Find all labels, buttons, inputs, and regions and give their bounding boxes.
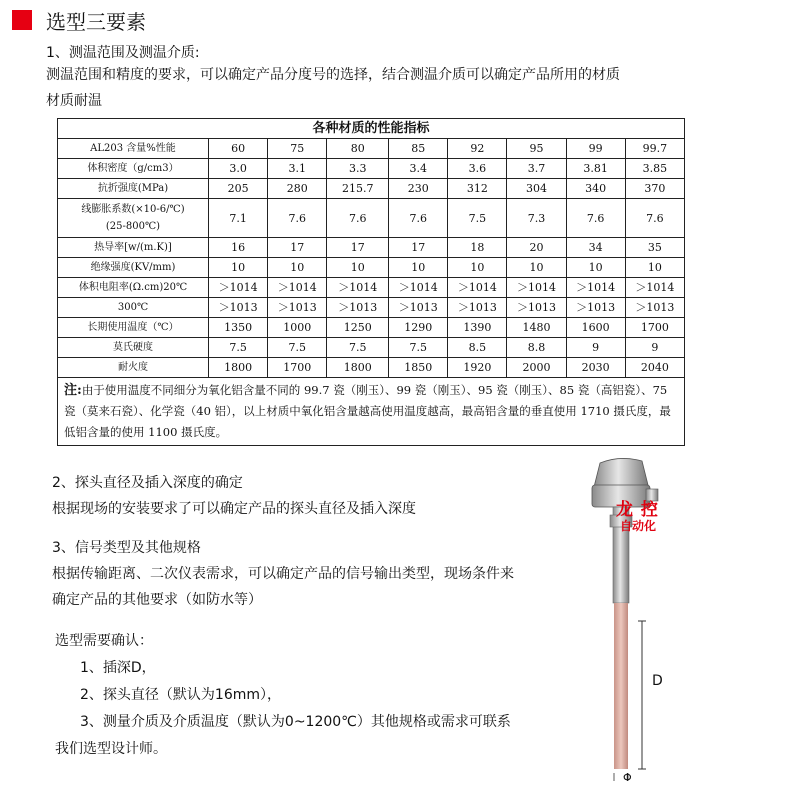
- table-cell: 10: [507, 258, 566, 278]
- table-cell: 1600: [566, 318, 625, 338]
- table-row: [58, 199, 685, 238]
- table-cell: 8.5: [448, 338, 507, 358]
- title-marker: [12, 10, 32, 30]
- table-cell: 1700: [625, 318, 684, 338]
- confirm-item-1: 1、插深D，: [80, 660, 156, 676]
- watermark-line1: 龙 控: [616, 500, 659, 520]
- table-cell: 230: [389, 179, 448, 199]
- row-label: 体积电阻率(Ω.cm)20℃: [58, 278, 209, 298]
- table-cell: 60: [209, 139, 268, 159]
- table-cell: ＞1014: [389, 278, 448, 298]
- watermark-line2: 自动化: [620, 519, 657, 533]
- table-cell: 1800: [209, 358, 268, 378]
- table-cell: 7.6: [389, 199, 448, 238]
- table-cell: 17: [327, 238, 389, 258]
- table-cell: 9: [566, 338, 625, 358]
- table-cell: 10: [327, 258, 389, 278]
- row-label: AL203 含量%性能: [58, 139, 209, 159]
- table-cell: 16: [209, 238, 268, 258]
- table-cell: 7.5: [268, 338, 327, 358]
- table-cell: 3.81: [566, 159, 625, 179]
- table-cell: ＞1013: [389, 298, 448, 318]
- table-cell: 1480: [507, 318, 566, 338]
- confirm-item-2: 2、探头直径（默认为16mm），: [80, 687, 281, 703]
- table-cell: 34: [566, 238, 625, 258]
- table-cell: ＞1013: [448, 298, 507, 318]
- table-row: [58, 258, 685, 278]
- row-label: [58, 199, 209, 238]
- table-cell: ＞1013: [209, 298, 268, 318]
- table-cell: 340: [566, 179, 625, 199]
- table-cell: 80: [327, 139, 389, 159]
- table-cell: 99.7: [625, 139, 684, 159]
- table-cell: 7.5: [209, 338, 268, 358]
- table-cell: 1920: [448, 358, 507, 378]
- row-label: 抗折强度(MPa): [58, 179, 209, 199]
- table-cell: 10: [209, 258, 268, 278]
- row-label-line1: 线膨胀系数(×10-6/℃): [81, 204, 185, 215]
- table-cell: 1350: [209, 318, 268, 338]
- table-cell: ＞1013: [625, 298, 684, 318]
- table-cell: ＞1014: [448, 278, 507, 298]
- table-cell: 20: [507, 238, 566, 258]
- dimension-d-label: D: [652, 673, 663, 689]
- confirm-item-4: 我们选型设计师。: [55, 741, 167, 757]
- diameter-label: Φ: [623, 771, 632, 784]
- table-cell: 18: [448, 238, 507, 258]
- table-cell: ＞1014: [209, 278, 268, 298]
- table-cell: 205: [209, 179, 268, 199]
- table-cell: 304: [507, 179, 566, 199]
- table-cell: ＞1014: [566, 278, 625, 298]
- section1-line1: 测温范围和精度的要求，可以确定产品分度号的选择，结合测温介质可以确定产品所用的材质: [46, 67, 620, 83]
- table-cell: ＞1014: [268, 278, 327, 298]
- table-cell: ＞1014: [327, 278, 389, 298]
- table-cell: 2030: [566, 358, 625, 378]
- table-cell: 3.0: [209, 159, 268, 179]
- thermocouple-figure: [590, 455, 680, 785]
- table-cell: 95: [507, 139, 566, 159]
- row-label: 莫氏硬度: [58, 338, 209, 358]
- table-cell: 75: [268, 139, 327, 159]
- table-cell: 8.8: [507, 338, 566, 358]
- material-properties-table: [57, 118, 685, 446]
- table-cell: 1390: [448, 318, 507, 338]
- table-cell: 17: [268, 238, 327, 258]
- table-row: [58, 318, 685, 338]
- table-cell: 7.3: [507, 199, 566, 238]
- table-row: [58, 238, 685, 258]
- table-cell: 85: [389, 139, 448, 159]
- table-title: 各种材质的性能指标: [58, 119, 685, 139]
- table-cell: 7.6: [625, 199, 684, 238]
- note-text: 由于使用温度不同细分为氧化铝含量不同的 99.7 瓷（刚玉）、99 瓷（刚玉）、95 瓷（刚玉）、85 瓷（高铝瓷）、75 瓷（莫来石瓷）、化学瓷（40 铝），以上材质中氧化铝含量越高使用温度越高，最高铝含量的垂直使用 1710 摄氏度，最低铝含量的使用 1100 摄氏度。: [64, 383, 671, 439]
- table-row: [58, 298, 685, 318]
- table-cell: 3.7: [507, 159, 566, 179]
- table-cell: 312: [448, 179, 507, 199]
- section1-heading: 1、测温范围及测温介质:: [46, 45, 200, 61]
- table-cell: 7.1: [209, 199, 268, 238]
- table-cell: ＞1013: [327, 298, 389, 318]
- table-cell: 7.5: [327, 338, 389, 358]
- section3-line2: 确定产品的其他要求（如防水等）: [52, 592, 262, 608]
- table-cell: 9: [625, 338, 684, 358]
- table-cell: 17: [389, 238, 448, 258]
- table-cell: 10: [566, 258, 625, 278]
- section3-heading: 3、信号类型及其他规格: [52, 540, 201, 556]
- table-cell: ＞1013: [268, 298, 327, 318]
- table-row: [58, 179, 685, 199]
- table-cell: 3.85: [625, 159, 684, 179]
- note-row: [58, 378, 685, 446]
- table-cell: 10: [448, 258, 507, 278]
- table-cell: 2040: [625, 358, 684, 378]
- table-cell: 1000: [268, 318, 327, 338]
- page-title: 选型三要素: [46, 9, 146, 34]
- table-cell: 7.5: [448, 199, 507, 238]
- table-cell: 3.1: [268, 159, 327, 179]
- table-row: [58, 358, 685, 378]
- table-cell: 2000: [507, 358, 566, 378]
- table-cell: ＞1014: [625, 278, 684, 298]
- table-cell: 370: [625, 179, 684, 199]
- table-cell: 3.6: [448, 159, 507, 179]
- row-label: 热导率[w/(m.K)]: [58, 238, 209, 258]
- row-label: 300℃: [58, 298, 209, 318]
- table-cell: 7.5: [389, 338, 448, 358]
- table-cell: 1850: [389, 358, 448, 378]
- section-title: [12, 8, 146, 32]
- table-cell: 7.6: [566, 199, 625, 238]
- table-cell: 10: [389, 258, 448, 278]
- table-cell: 10: [625, 258, 684, 278]
- table-row: [58, 338, 685, 358]
- section2-heading: 2、探头直径及插入深度的确定: [52, 475, 243, 491]
- table-cell: 99: [566, 139, 625, 159]
- table-cell: 35: [625, 238, 684, 258]
- table-cell: 3.4: [389, 159, 448, 179]
- table-cell: 1290: [389, 318, 448, 338]
- row-label-line2: (25-800℃): [105, 221, 161, 232]
- table-cell: 7.6: [327, 199, 389, 238]
- table-cell: 7.6: [268, 199, 327, 238]
- table-cell: ＞1013: [566, 298, 625, 318]
- row-label: 绝缘强度(KV/mm): [58, 258, 209, 278]
- table-cell: 280: [268, 179, 327, 199]
- table-note: [58, 378, 685, 446]
- section1-line2: 材质耐温: [46, 93, 102, 109]
- table-cell: ＞1014: [507, 278, 566, 298]
- table-cell: 215.7: [327, 179, 389, 199]
- table-row: [58, 139, 685, 159]
- table-cell: 10: [268, 258, 327, 278]
- section3-line1: 根据传输距离、二次仪表需求，可以确定产品的信号输出类型，现场条件来: [52, 566, 514, 582]
- table-cell: 1250: [327, 318, 389, 338]
- table-cell: 1800: [327, 358, 389, 378]
- row-label: 体积密度（g/cm3）: [58, 159, 209, 179]
- row-label: 长期使用温度（℃）: [58, 318, 209, 338]
- confirm-item-3: 3、测量介质及介质温度（默认为0~1200℃）其他规格或需求可联系: [80, 714, 511, 730]
- table-cell: 3.3: [327, 159, 389, 179]
- table-cell: 92: [448, 139, 507, 159]
- table-cell: 1700: [268, 358, 327, 378]
- table-cell: ＞1013: [507, 298, 566, 318]
- table-row: [58, 159, 685, 179]
- section2-line1: 根据现场的安装要求了可以确定产品的探头直径及插入深度: [52, 501, 416, 517]
- confirm-title: 选型需要确认：: [55, 633, 153, 649]
- row-label: 耐火度: [58, 358, 209, 378]
- note-label: 注:: [64, 383, 82, 398]
- table-row: [58, 278, 685, 298]
